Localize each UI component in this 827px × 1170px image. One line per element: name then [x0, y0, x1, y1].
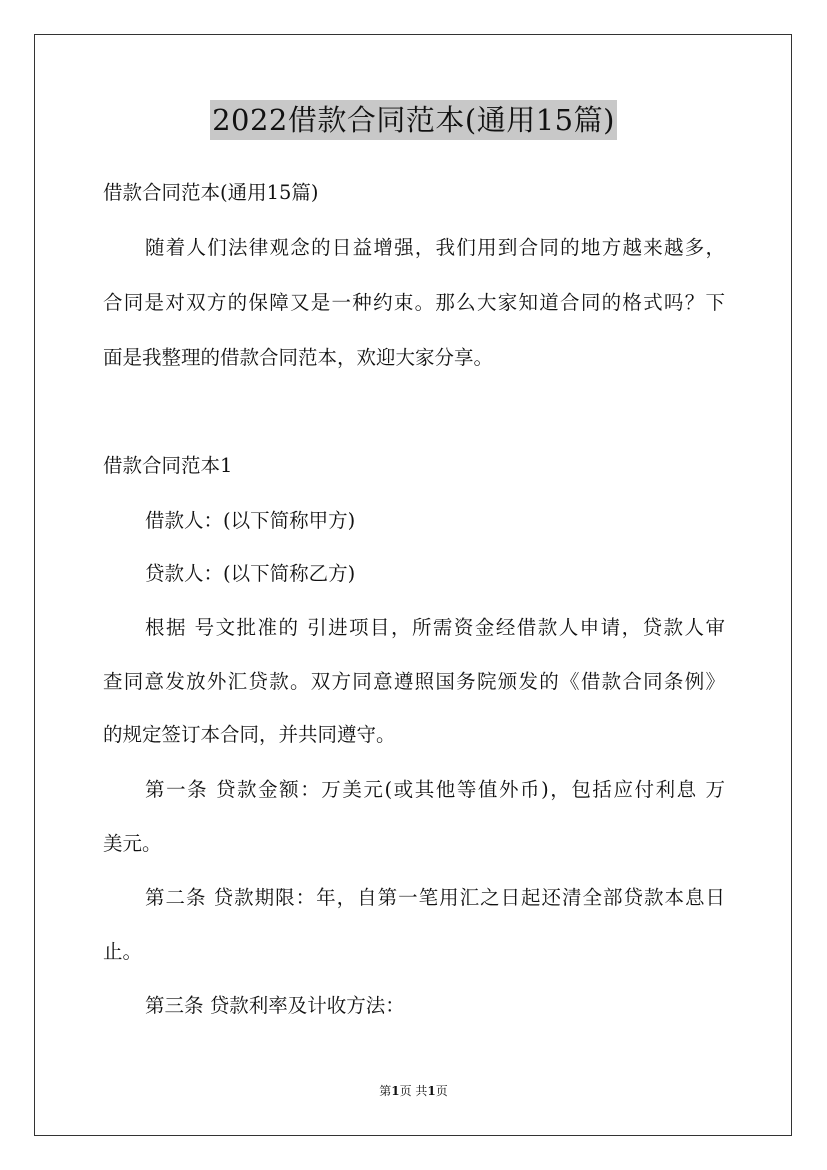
- intro-line-1: 随着人们法律观念的日益增强，我们用到合同的地方越来越多，: [145, 236, 725, 259]
- basis-line-3: 的规定签订本合同，并共同遵守。: [103, 723, 396, 746]
- footer-page-number: 1: [391, 1084, 400, 1098]
- footer-total-pages: 1: [427, 1084, 436, 1098]
- article-2-line-1: 第二条 贷款期限：年，自第一笔用汇之日起还清全部贷款本息日: [145, 886, 725, 909]
- basis-line-2: 查同意发放外汇贷款。双方同意遵照国务院颁发的《借款合同条例》: [103, 670, 725, 693]
- borrower-line: 借款人：(以下简称甲方): [145, 509, 356, 532]
- footer-mid: 页 共: [399, 1084, 428, 1098]
- footer-prefix: 第: [379, 1084, 392, 1098]
- article-1-line-2: 美元。: [103, 832, 162, 855]
- page-footer: [0, 1083, 827, 1099]
- basis-line-1: 根据 号文批准的 引进项目，所需资金经借款人申请，贷款人审: [145, 616, 725, 639]
- document-title: 2022借款合同范本(通用15篇): [210, 100, 617, 140]
- lender-line: 贷款人：(以下简称乙方): [145, 562, 356, 585]
- title-container: [0, 100, 827, 140]
- intro-line-2: 合同是对双方的保障又是一种约束。那么大家知道合同的格式吗？下: [103, 291, 725, 314]
- article-1-line-1: 第一条 贷款金额：万美元(或其他等值外币)，包括应付利息 万: [145, 778, 725, 801]
- section-heading: 借款合同范本1: [103, 454, 233, 477]
- document-subtitle: 借款合同范本(通用15篇): [103, 181, 319, 204]
- intro-line-3: 面是我整理的借款合同范本，欢迎大家分享。: [103, 346, 494, 369]
- footer-suffix: 页: [435, 1084, 448, 1098]
- article-2-line-2: 止。: [103, 940, 143, 963]
- article-3-line: 第三条 贷款利率及计收方法：: [145, 994, 405, 1017]
